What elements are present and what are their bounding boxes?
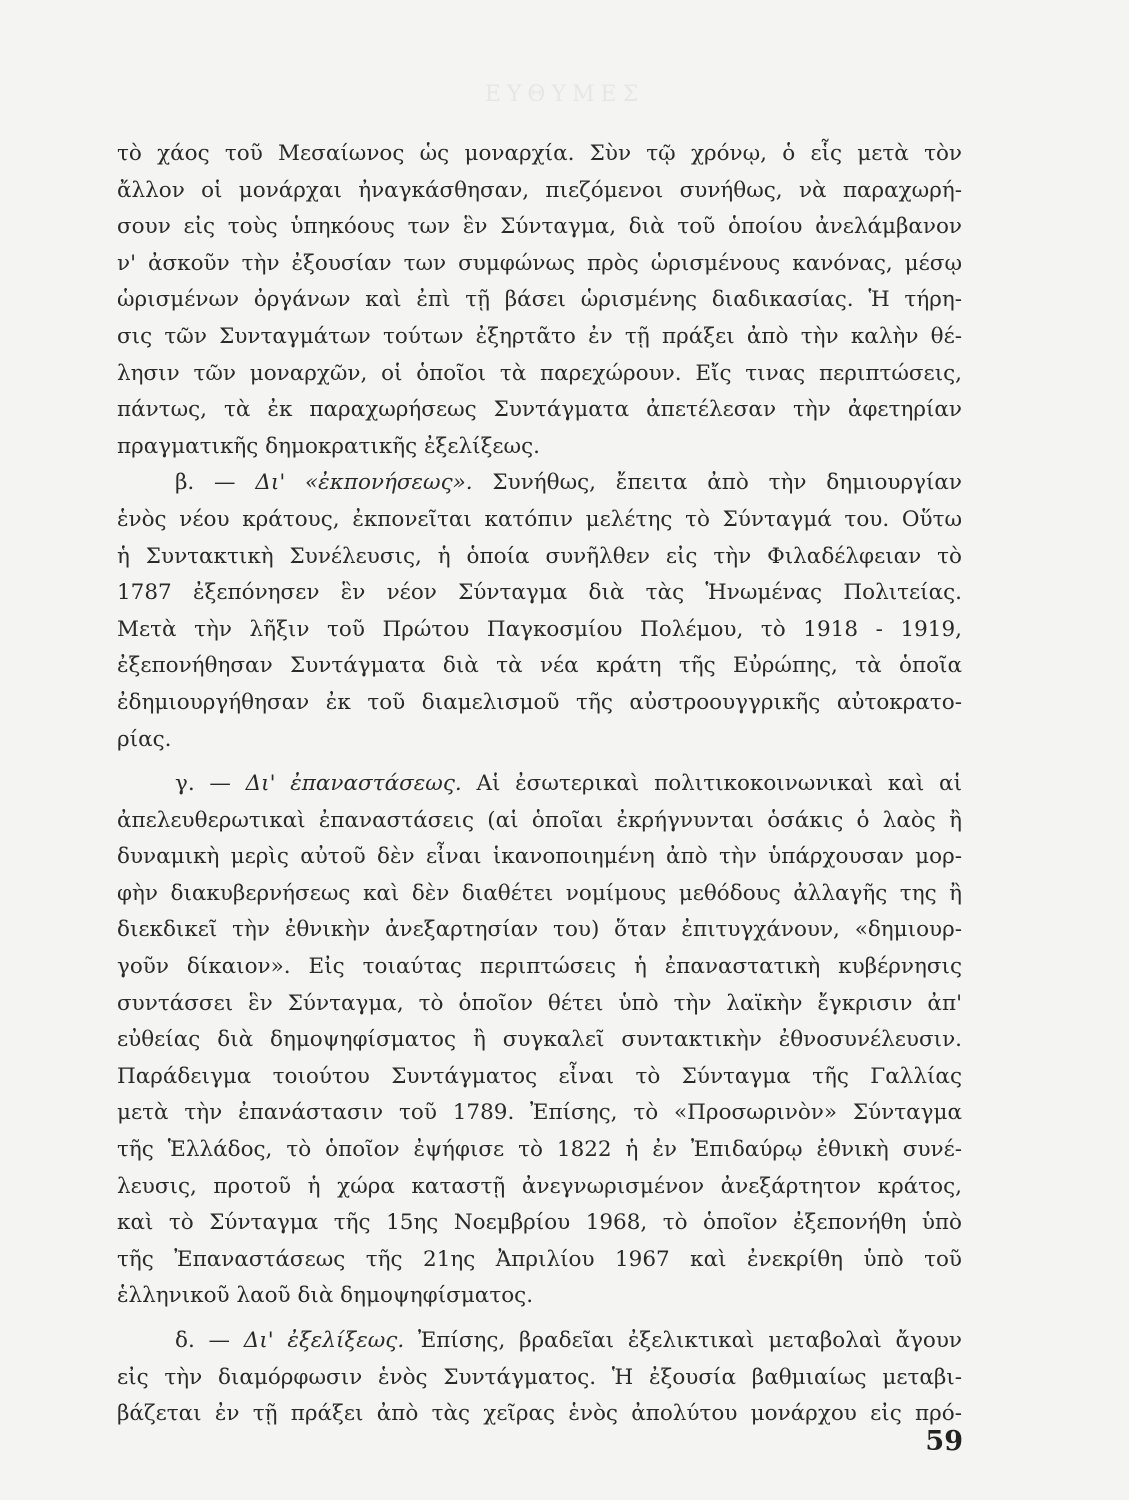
text-line: μετὰ τὴν ἐπανάστασιν τοῦ 1789. Ἐπίσης, τὸ «Προσωρινὸν» Σύνταγμα	[117, 1100, 962, 1126]
text-line: σις τῶν Συνταγμάτων τούτων ἐξηρτᾶτο ἐν τῇ πράξει ἀπὸ τὴν καλὴν θέ-	[117, 323, 962, 349]
section-lead: Ἐπίσης, βραδεῖαι ἐξελικτικαὶ μεταβολαὶ ἄγουν	[404, 1328, 962, 1353]
text-line: λησιν τῶν μοναρχῶν, οἱ ὁποῖοι τὰ παρεχώρουν. Εἴς τινας περιπτώσεις,	[117, 360, 962, 386]
text-line: τῆς Ἑλλάδος, τὸ ὁποῖον ἐψήφισε τὸ 1822 ἡ ἐν Ἐπιδαύρῳ ἐθνικὴ συνέ-	[117, 1137, 962, 1163]
text-line: ν' ἀσκοῦν τὴν ἐξουσίαν των συμφώνως πρὸς ὡρισμένους κανόνας, μέσῳ	[117, 250, 962, 276]
text-line: ἐδημιουργήθησαν ἐκ τοῦ διαμελισμοῦ τῆς αὐστροουγγρικῆς αὐτοκρατο-	[117, 689, 962, 715]
text-line: ἑλληνικοῦ λαοῦ διὰ δημοψηφίσματος.	[117, 1283, 534, 1309]
text-line: ἄλλον οἱ μονάρχαι ἠναγκάσθησαν, πιεζόμενοι συνήθως, νὰ παραχωρή-	[117, 177, 962, 203]
text-line: ἀπελευθερωτικαὶ ἐπαναστάσεις (αἱ ὁποῖαι ἐκρήγνυνται ὁσάκις ὁ λαὸς ἢ	[117, 807, 962, 833]
text-line: φὴν διακυβερνήσεως καὶ δὲν διαθέτει νομίμους μεθόδους ἀλλαγῆς της ἢ	[117, 880, 962, 906]
section-first-line	[117, 1323, 962, 1360]
page-body	[117, 136, 962, 1433]
text-line: γοῦν δίκαιον». Εἰς τοιαύτας περιπτώσεις ἡ ἐπαναστατικὴ κυβέρνησις	[117, 954, 962, 980]
text-line: ὡρισμένων ὀργάνων καὶ ἐπὶ τῇ βάσει ὡρισμένης διαδικασίας. Ἡ τήρη-	[117, 287, 962, 313]
text-line: βάζεται ἐν τῇ πράξει ἀπὸ τὰς χεῖρας ἑνὸς ἀπολύτου μονάρχου εἰς πρό-	[117, 1401, 962, 1427]
text-line: καὶ τὸ Σύνταγμα τῆς 15ης Νοεμβρίου 1968, τὸ ὁποῖον ἐξεπονήθη ὑπὸ	[117, 1210, 962, 1236]
text-line: συντάσσει ἓν Σύνταγμα, τὸ ὁποῖον θέτει ὑπὸ τὴν λαϊκὴν ἔγκρισιν ἀπ'	[117, 990, 962, 1016]
section-heading: Δι' ἐπαναστάσεως.	[245, 771, 462, 797]
paragraph-intro	[117, 136, 962, 465]
paragraph-delta	[117, 1323, 962, 1433]
text-line: σουν εἰς τοὺς ὑπηκόους των ἓν Σύνταγμα, διὰ τοῦ ὁποίου ἀνελάμβανον	[117, 214, 962, 240]
section-lead: Συνήθως, ἔπειτα ἀπὸ τὴν δημιουργίαν	[472, 470, 963, 496]
text-line: ρίας.	[117, 726, 172, 752]
section-first-line	[117, 766, 962, 803]
text-line: Παράδειγμα τοιούτου Συντάγματος εἶναι τὸ Σύνταγμα τῆς Γαλλίας	[117, 1063, 962, 1089]
section-lead: Αἱ ἐσωτερικαὶ πολιτικοκοινωνικαὶ καὶ αἱ	[461, 771, 962, 797]
text-line: τὸ χάος τοῦ Μεσαίωνος ὡς μοναρχία. Σὺν τῷ χρόνῳ, ὁ εἷς μετὰ τὸν	[117, 141, 962, 166]
text-line: τῆς Ἐπαναστάσεως τῆς 21ης Ἀπριλίου 1967 καὶ ἐνεκρίθη ὑπὸ τοῦ	[117, 1246, 962, 1272]
text-line: δυναμικὴ μερὶς αὐτοῦ δὲν εἶναι ἱκανοποιημένη ἀπὸ τὴν ὑπάρχουσαν μορ-	[117, 844, 962, 870]
section-label: β. —	[175, 470, 256, 496]
text-line: εἰς τὴν διαμόρφωσιν ἑνὸς Συντάγματος. Ἡ ἐξουσία βαθμιαίως μεταβι-	[117, 1364, 962, 1390]
text-line: 1787 ἐξεπόνησεν ἓν νέον Σύνταγμα διὰ τὰς Ἡνωμένας Πολιτείας.	[117, 580, 962, 606]
bleed-through-heading: ΕΥΘΥΜΕΣ	[484, 82, 645, 107]
paragraph-gamma	[117, 766, 962, 1315]
section-first-line	[117, 465, 962, 502]
text-line: Μετὰ τὴν λῆξιν τοῦ Πρώτου Παγκοσμίου Πολέμου, τὸ 1918 - 1919,	[117, 616, 962, 642]
text-line: ἑνὸς νέου κράτους, ἐκπονεῖται κατόπιν μελέτης τὸ Σύνταγμά του. Οὕτω	[117, 506, 962, 532]
text-line: ἐξεπονήθησαν Συντάγματα διὰ τὰ νέα κράτη τῆς Εὐρώπης, τὰ ὁποῖα	[117, 653, 962, 679]
page-number: 59	[925, 1426, 963, 1457]
text-line: πραγματικῆς δημοκρατικῆς ἐξελίξεως.	[117, 433, 540, 459]
section-label: δ. —	[175, 1328, 244, 1353]
text-line: ἡ Συντακτικὴ Συνέλευσις, ἡ ὁποία συνῆλθεν εἰς τὴν Φιλαδέλφειαν τὸ	[117, 543, 962, 569]
text-line: πάντως, τὰ ἐκ παραχωρήσεως Συντάγματα ἀπετέλεσαν τὴν ἀφετηρίαν	[117, 397, 962, 423]
text-line: εὐθείας διὰ δημοψηφίσματος ἢ συγκαλεῖ συντακτικὴν ἐθνοσυνέλευσιν.	[117, 1027, 962, 1053]
section-label: γ. —	[175, 771, 246, 797]
paragraph-beta	[117, 465, 962, 758]
text-line: διεκδικεῖ τὴν ἐθνικὴν ἀνεξαρτησίαν του) ὅταν ἐπιτυγχάνουν, «δημιουρ-	[117, 917, 962, 943]
text-line: λευσις, προτοῦ ἡ χώρα καταστῇ ἀνεγνωρισμένον ἀνεξάρτητον κράτος,	[117, 1173, 962, 1199]
section-heading: Δι' «ἐκπονήσεως».	[255, 470, 473, 496]
section-heading: Δι' ἐξελίξεως.	[243, 1328, 405, 1353]
